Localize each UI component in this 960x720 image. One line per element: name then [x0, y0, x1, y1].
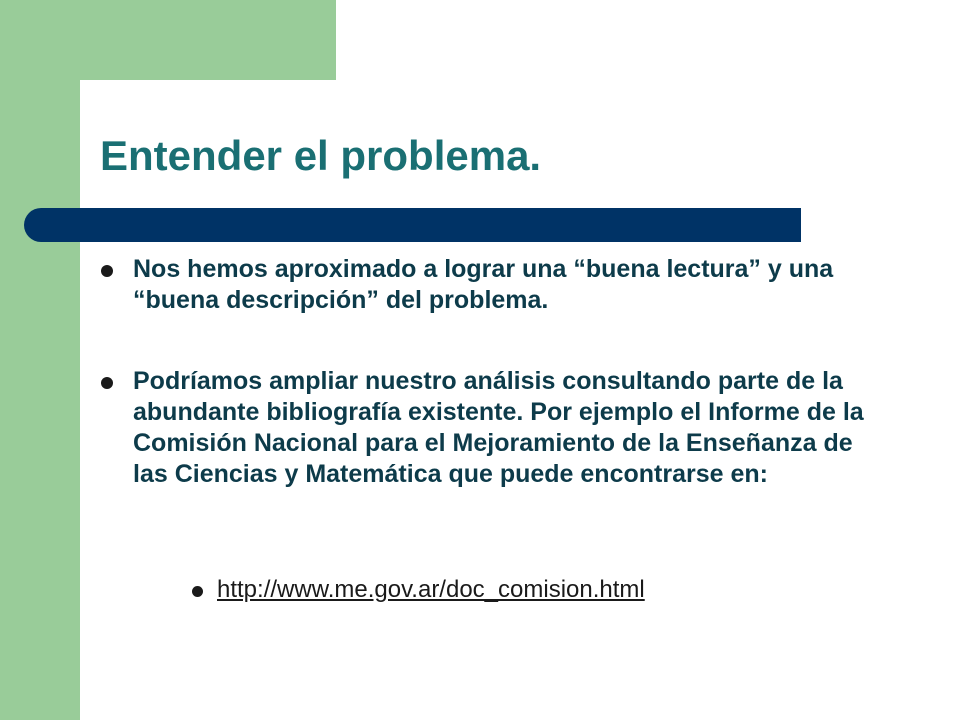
bullet-text-2: Podríamos ampliar nuestro análisis consultando parte de la abundante bibliografía existente. Por ejemplo el Informe de la Comisión Nacional para el Mejoramiento de la Enseñanza de las Ciencias y Matemática que puede encontrarse en: [133, 367, 864, 488]
sub-bullet-dot-1 [192, 586, 203, 597]
bullet-dot-2 [101, 377, 113, 389]
slide-title: Entender el problema. [100, 132, 542, 179]
top-green-block [0, 0, 336, 80]
title-underline-bar [24, 208, 801, 242]
left-green-band [0, 0, 80, 720]
bullet-dot-1 [101, 265, 113, 277]
comision-link[interactable]: http://www.me.gov.ar/doc_comision.html [217, 576, 645, 603]
bullet-text-1: Nos hemos aproximado a lograr una “buena lectura” y una “buena descripción” del problema. [133, 255, 834, 314]
